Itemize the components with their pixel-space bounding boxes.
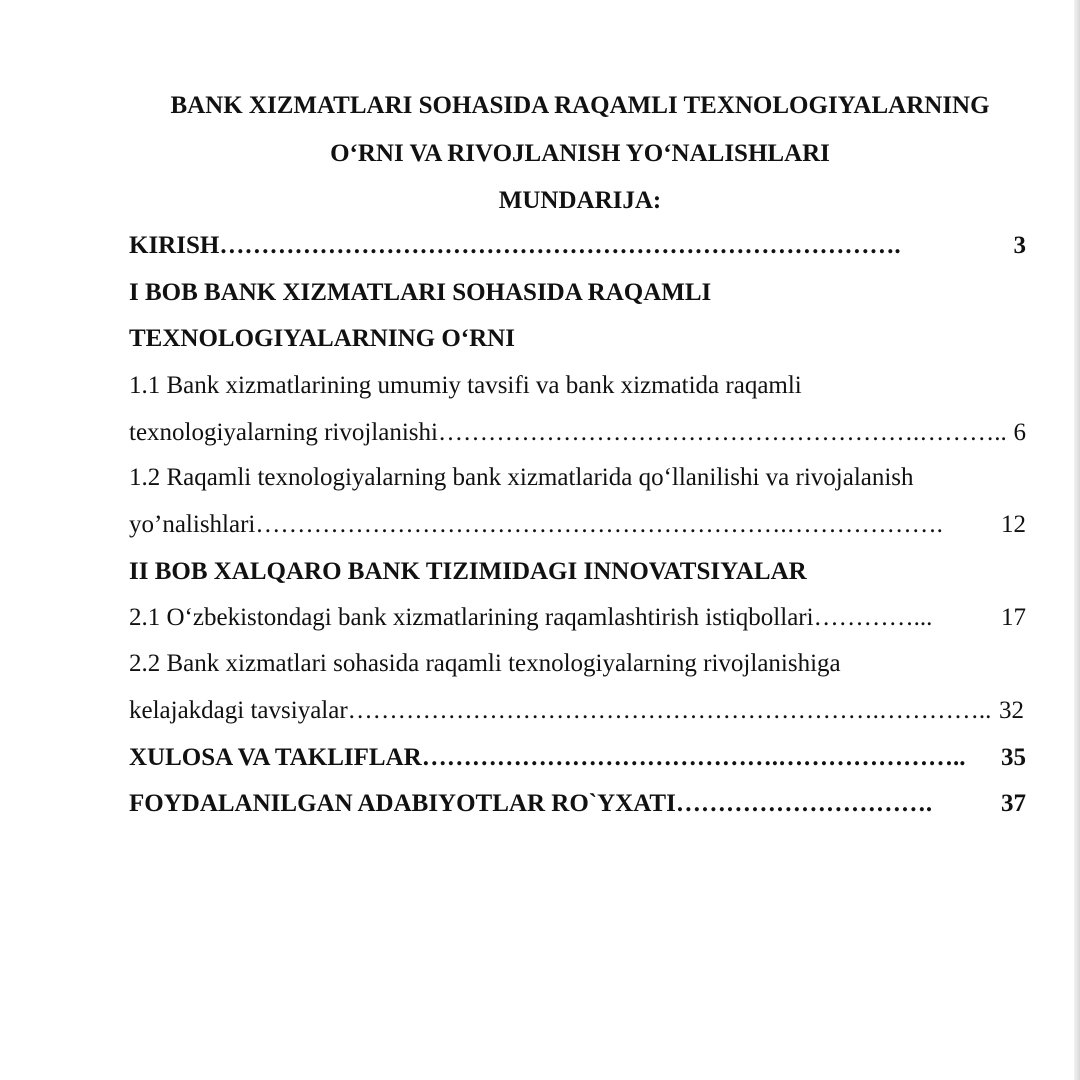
toc-dot-leader: ……………………………………………………….………………. xyxy=(255,511,943,538)
toc-entry-section2-1 xyxy=(129,603,1026,633)
toc-page-number: 17 xyxy=(1001,604,1026,631)
toc-page-number: 35 xyxy=(1001,744,1026,771)
toc-chapter1-line1: I BOB BANK XIZMATLARI SOHASIDA RAQAMLI xyxy=(129,279,712,306)
document-title-line1: BANK XIZMATLARI SOHASIDA RAQAMLI TEXNOLOGIYALARNING xyxy=(170,92,990,119)
toc-entry-label: kelajakdagi tavsiyalar xyxy=(129,697,348,724)
toc-chapter2-line1: II BOB XALQARO BANK TIZIMIDAGI INNOVATSIYALAR xyxy=(129,558,807,585)
contents-heading: MUNDARIJA: xyxy=(498,187,662,214)
toc-entry-intro xyxy=(129,231,1026,261)
toc-dot-leader: …………………………. xyxy=(675,790,933,817)
toc-entry-conclusion xyxy=(129,743,1026,773)
page-edge-shadow xyxy=(1074,0,1080,1080)
toc-section1-2-line1: 1.2 Raqamli texnologiyalarning bank xizmatlarida qo‘llanilishi va rivojalanish xyxy=(129,464,914,491)
document-title-line2: O‘RNI VA RIVOJLANISH YO‘NALISHLARI xyxy=(330,140,830,167)
toc-dot-leader: …………………………………….………………….. xyxy=(421,744,966,771)
toc-entry-label: yo’nalishlari xyxy=(129,511,256,538)
toc-entry-label: KIRISH xyxy=(129,232,220,259)
toc-section2-2-line1: 2.2 Bank xizmatlari sohasida raqamli texnologiyalarning rivojlanishiga xyxy=(129,650,841,677)
toc-entry-section1-2 xyxy=(129,510,1026,540)
toc-entry-label: 2.1 O‘zbekistondagi bank xizmatlarining raqamlashtirish istiqbollari xyxy=(129,604,814,631)
toc-entry-section1-1 xyxy=(129,418,1026,448)
toc-entry-references xyxy=(129,789,1026,819)
toc-chapter1-line2: TEXNOLOGIYALARNING O‘RNI xyxy=(129,325,515,352)
toc-entry-section2-2 xyxy=(129,696,1024,726)
toc-page-number: 32 xyxy=(999,697,1024,724)
toc-entry-label: XULOSA VA TAKLIFLAR xyxy=(129,744,422,771)
toc-page-number: 6 xyxy=(1013,419,1026,446)
toc-dot-leader: ………………………………………………….……….. xyxy=(437,419,1007,446)
toc-page-number: 12 xyxy=(1001,511,1026,538)
toc-dot-leader: ………………………………………………………………………. xyxy=(219,232,901,259)
toc-page-number: 3 xyxy=(1013,232,1026,259)
toc-dot-leader: …………... xyxy=(813,604,933,631)
toc-entry-label: FOYDALANILGAN ADABIYOTLAR RO`YXATI xyxy=(129,790,676,817)
toc-section1-1-line1: 1.1 Bank xizmatlarining umumiy tavsifi va bank xizmatida raqamli xyxy=(129,372,802,399)
toc-dot-leader: ……………………………………………………….………….. xyxy=(347,697,992,724)
toc-page-number: 37 xyxy=(1001,790,1026,817)
toc-entry-label: texnologiyalarning rivojlanishi xyxy=(129,419,438,446)
